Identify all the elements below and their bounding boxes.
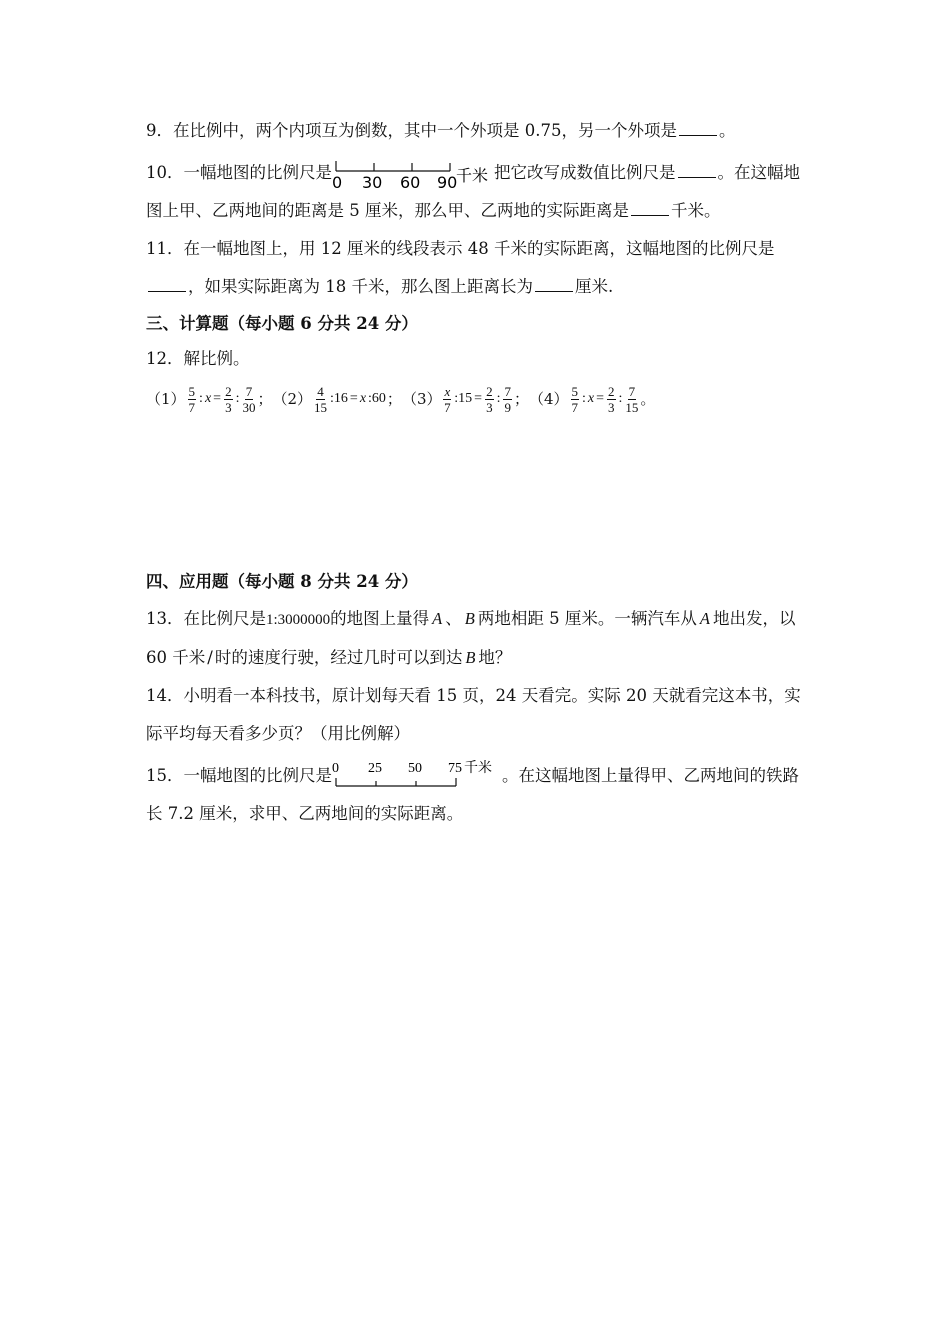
question-15 (146, 757, 810, 833)
q11-text: 11．在一幅地图上，用 12 厘米的线段表示 48 千米的实际距离，这幅地图的比例尺是 (146, 239, 775, 258)
q15-tick-label-2: 50 (408, 760, 422, 776)
q12-p2-k: :16 (330, 391, 348, 406)
q13-point-b-2: B (465, 648, 476, 667)
q11-text-end: 厘米. (575, 277, 614, 296)
q13-point-a-2: A (699, 609, 710, 628)
q13-point-a: A (432, 609, 443, 628)
q15-text: 15．一幅地图的比例尺是 (146, 766, 332, 785)
q10-scale-svg (332, 157, 494, 191)
q15-tick-label-3: 75 (448, 760, 462, 776)
q13-ratio: 1:3000000 (266, 612, 331, 628)
q13-text-7: 地？ (478, 648, 512, 667)
q10-tick-label-0: 0 (332, 172, 343, 191)
q10-answer-blank-1[interactable] (678, 176, 716, 178)
q12-p2-rhs: :60 (368, 391, 386, 406)
q12-p3-equals: = (474, 391, 483, 406)
worksheet-page (146, 112, 810, 833)
q12-p1-frac-c: $\frac{7}{30}$ (242, 383, 256, 415)
q12-p4-label: （4） (528, 390, 569, 408)
q10-text: 10．一幅地图的比例尺是 (146, 163, 332, 182)
question-11 (146, 230, 810, 306)
q13-text-4: 两地相距 5 厘米。一辆汽车从 (477, 609, 697, 628)
q12-p4-equals: = (596, 391, 605, 406)
q12-p1-frac-b: $\frac{2}{3}$ (225, 383, 232, 415)
q13-text-6: 时的速度行驶，经过几时可以到达 (214, 648, 463, 667)
section-3-heading: 三、计算题（每小题 6 分共 24 分） (146, 314, 418, 333)
q10-tick-label-2: 60 (400, 172, 421, 191)
q12-p1-label: （1） (146, 390, 186, 408)
q12-p3-sep: ； (513, 390, 529, 408)
q12-p1-colon-2: : (235, 391, 240, 406)
section-4-heading: 四、应用题（每小题 8 分共 24 分） (146, 572, 418, 591)
q15-scale-svg (332, 760, 502, 794)
q11-text-mid: ，如果实际距离为 18 千米，那么图上距离长为 (188, 277, 533, 296)
q12-p4-colon: : (582, 391, 586, 406)
q12-p2-sep: ； (386, 390, 402, 408)
q12-p3-frac-c: $\frac{7}{9}$ (504, 383, 511, 415)
q13-text-3: 、 (445, 609, 462, 628)
question-9 (146, 112, 810, 150)
q12-p4-frac-a: $\frac{5}{7}$ (571, 383, 579, 415)
q15-scale-unit: 千米 (464, 759, 492, 776)
q12-p1-equals: = (213, 391, 222, 406)
q12-p4-frac-c: $\frac{7}{15}$ (625, 383, 639, 415)
q12-p2-label: （2） (272, 390, 313, 408)
q10-tick-label-3: 90 (437, 172, 458, 191)
q13-text-5: 地出发，以 60 千米 (146, 609, 796, 667)
q13-text-1: 13．在比例尺是 (146, 609, 266, 628)
q10-tick-label-1: 30 (362, 172, 383, 191)
q11-answer-blank-2[interactable] (535, 290, 573, 292)
q12-p4-frac-b: $\frac{2}{3}$ (608, 383, 615, 415)
q12-work-space[interactable] (146, 414, 810, 564)
q12-p3-label: （3） (401, 390, 442, 408)
q12-p1-sep: ； (257, 390, 273, 408)
question-14: 14．小明看一本科技书，原计划每天看 15 页，24 天看完。实际 20 天就看完这本书，实际平均每天看多少页？（用比例解） (146, 686, 801, 743)
question-12-title: 12．解比例。 (146, 349, 250, 368)
q12-p4-x: x (587, 391, 595, 406)
q15-tick-label-0: 0 (332, 760, 339, 776)
question-13 (146, 600, 810, 677)
q12-p4-sep: 。 (640, 390, 656, 408)
question-10 (146, 154, 810, 230)
q15-text-end: 。在这幅地图上量得甲、乙两地间的铁路长 7.2 厘米，求甲、乙两地间的实际距离。 (146, 766, 799, 823)
question-12-equations (146, 384, 810, 414)
q12-p3-frac-a: $\frac{x}{7}$ (444, 383, 451, 415)
q13-slash: / (207, 648, 213, 667)
q13-point-b: B (464, 609, 475, 628)
q12-p2-frac-a: $\frac{4}{15}$ (314, 383, 328, 415)
q12-p4-colon-2: : (618, 391, 623, 406)
q10-text-mid2: 。在这幅地图上甲、乙两地间的距离是 5 厘米，那么甲、乙两地的实际距离是 (146, 163, 800, 220)
q9-text-end: 。 (718, 121, 736, 140)
q15-line-scale (332, 760, 502, 794)
q13-text-2: 的地图上量得 (330, 609, 430, 628)
q10-text-end: 千米。 (671, 201, 721, 220)
q9-answer-blank[interactable] (679, 134, 717, 136)
q12-p1-x: x (204, 391, 212, 406)
q9-text: 9．在比例中，两个内项互为倒数，其中一个外项是 0.75，另一个外项是 (146, 121, 677, 140)
q15-tick-label-1: 25 (368, 760, 382, 776)
q11-answer-blank-1[interactable] (148, 290, 186, 292)
q10-answer-blank-2[interactable] (631, 214, 669, 216)
q12-p2-equals: = (349, 391, 358, 406)
q12-p3-frac-b: $\frac{2}{3}$ (486, 383, 493, 415)
q12-p3-k: :15 (454, 391, 473, 406)
q12-p2-x: x (359, 391, 367, 406)
q10-line-scale (332, 157, 494, 191)
q12-p1-colon: : (199, 391, 203, 406)
q12-p3-colon: : (496, 391, 501, 406)
q10-text-mid: 把它改写成数值比例尺是 (494, 163, 676, 182)
q10-scale-unit: 千米 (456, 165, 489, 185)
q12-p1-frac-a: $\frac{5}{7}$ (188, 383, 196, 415)
